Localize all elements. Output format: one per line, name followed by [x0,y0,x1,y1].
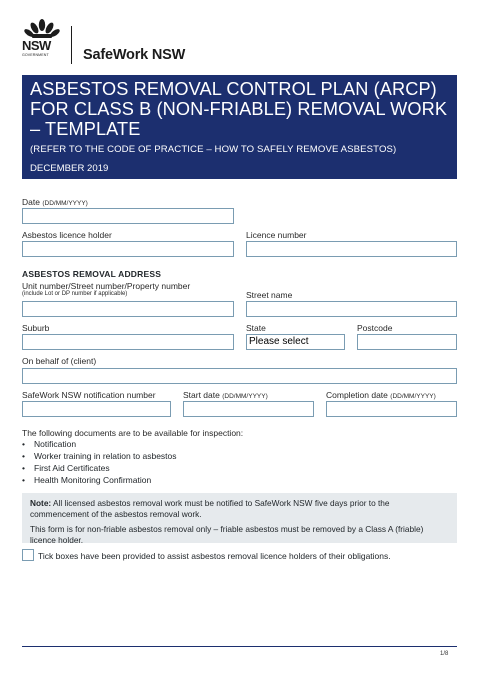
list-item: • Notification [22,438,177,450]
nsw-logo-text: NSW [22,38,51,53]
suburb-label: Suburb [22,323,50,333]
start-date-label: Start date (DD/MM/YYYY) [183,390,268,400]
page-number: 1/8 [440,651,449,657]
licence-number-label: Licence number [246,230,307,240]
footer-divider [22,646,457,647]
postcode-label: Postcode [357,323,393,333]
brand-name: SafeWork NSW [83,47,186,63]
licence-holder-field[interactable] [22,241,234,257]
tick-checkbox[interactable] [22,549,34,561]
note-line-1: Note: All licensed asbestos removal work must be notified to SafeWork NSW five days prior to the commencement of the asbestos removal work. [30,498,390,519]
publication-date: DECEMBER 2019 [30,163,109,174]
address-heading: ASBESTOS REMOVAL ADDRESS [22,269,162,279]
note-box [22,493,457,543]
unit-field[interactable] [22,301,234,317]
unit-hint: (include Lot or DP number if applicable) [22,291,128,297]
notification-label: SafeWork NSW notification number [22,390,156,400]
documents-list [22,438,177,486]
list-item: • Worker training in relation to asbestos [22,450,177,462]
start-date-field[interactable] [183,401,314,417]
suburb-field[interactable] [22,334,234,350]
state-label: State [246,323,266,333]
logo-divider [71,26,72,64]
state-select[interactable]: Please select [246,334,345,350]
title-banner [22,75,457,179]
street-field[interactable] [246,301,457,317]
list-item: • Health Monitoring Confirmation [22,474,177,486]
list-item: • First Aid Certificates [22,462,177,474]
unit-label: Unit number/Street number/Property number [22,281,191,291]
page-subtitle: (REFER TO THE CODE OF PRACTICE – HOW TO SAFELY REMOVE ASBESTOS) [30,144,397,155]
date-field[interactable] [22,208,234,224]
client-field[interactable] [22,368,457,384]
note-line-2: This form is for non-friable asbestos removal only – friable asbestos must be removed by a Class A (friable) licence holder. [30,524,424,545]
licence-number-field[interactable] [246,241,457,257]
documents-intro: The following documents are to be available for inspection: [22,428,244,438]
postcode-field[interactable] [357,334,457,350]
street-label: Street name [246,290,293,300]
completion-date-field[interactable] [326,401,457,417]
nsw-logo-subtext: GOVERNMENT [22,53,49,57]
date-label: Date (DD/MM/YYYY) [22,197,88,207]
notification-field[interactable] [22,401,171,417]
completion-date-label: Completion date (DD/MM/YYYY) [326,390,436,400]
tick-label: Tick boxes have been provided to assist asbestos removal licence holders of their obligations. [38,551,391,561]
page-title: ASBESTOS REMOVAL CONTROL PLAN (ARCP) FOR CLASS B (NON-FRIABLE) REMOVAL WORK – TEMPLATE [30,79,448,139]
licence-holder-label: Asbestos licence holder [22,230,112,240]
client-label: On behalf of (client) [22,356,97,366]
